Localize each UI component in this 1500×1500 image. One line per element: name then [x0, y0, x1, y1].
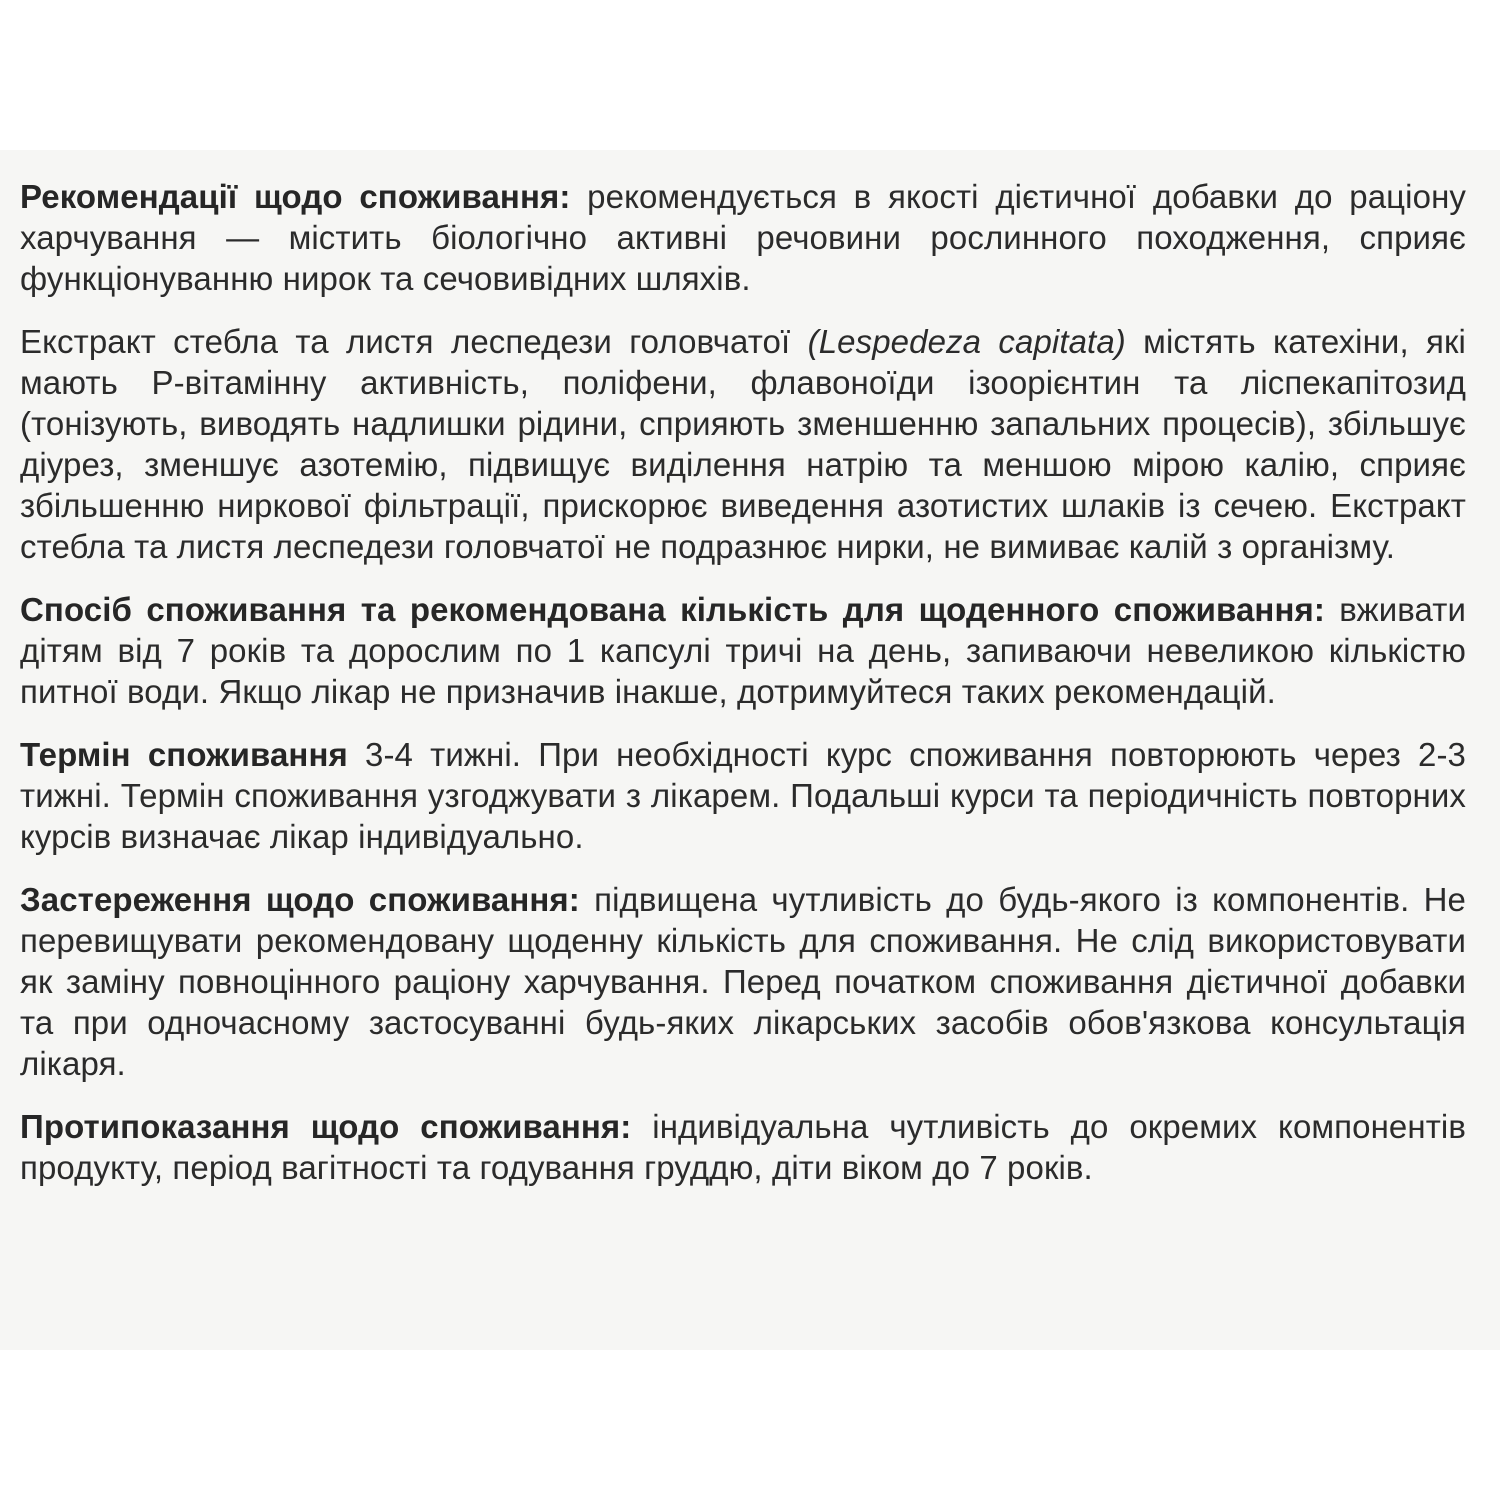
- label-text: [20, 176, 1466, 1210]
- recommendations-heading: Рекомендації щодо споживання:: [20, 178, 571, 215]
- contraindications-text: індивідуальна чутливість до окремих компонентів продукту, період вагітності та годування груддю, діти віком до 7 років.: [20, 1108, 1466, 1186]
- contraindications-paragraph: [20, 1106, 1466, 1188]
- extract-text-after: містять катехіни, які мають Р-вітамінну активність, поліфени, флавоноїди ізоорієнтин та ліспекапітозид (тонізують, виводять надлишки рідини, сприяють зменшенню запальних процесів), збільшує діурез, зменшує азотемію, підвищує виділення натрію та меншою мірою калію, сприяє збільшенню ниркової фільтрації, прискорює виведення азотистих шлаків із сечею. Екстракт стебла та листя леспедези головчатої не подразнює нирки, не вимиває калій з організму.: [20, 323, 1466, 565]
- contraindications-heading: Протипоказання щодо споживання:: [20, 1108, 632, 1145]
- usage-heading: Спосіб споживання та рекомендована кількість для щоденного споживання:: [20, 591, 1325, 628]
- term-paragraph: [20, 734, 1466, 857]
- warnings-paragraph: [20, 879, 1466, 1084]
- recommendations-text: рекомендується в якості дієтичної добавки до раціону харчування — містить біологічно активні речовини рослинного походження, сприяє функціонуванню нирок та сечовивідних шляхів.: [20, 178, 1466, 297]
- extract-latin-name: (Lespedeza capitata): [807, 323, 1126, 360]
- term-text: 3-4 тижні. При необхідності курс споживання повторюють через 2-3 тижні. Термін споживання узгоджувати з лікарем. Подальші курси та періодичність повторних курсів визначає лікар індивідуально.: [20, 736, 1466, 855]
- warnings-text: підвищена чутливість до будь-якого із компонентів. Не перевищувати рекомендовану щоденну кількість для споживання. Не слід використовувати як заміну повноцінного раціону харчування. Перед початком споживання дієтичної добавки та при одночасному застосуванні будь-яких лікарських засобів обов'язкова консультація лікаря.: [20, 881, 1466, 1082]
- recommendations-paragraph: [20, 176, 1466, 299]
- usage-text: вживати дітям від 7 років та дорослим по 1 капсулі тричі на день, запиваючи невеликою кількістю питної води. Якщо лікар не призначив інакше, дотримуйтеся таких рекомендацій.: [20, 591, 1466, 710]
- usage-paragraph: [20, 589, 1466, 712]
- extract-paragraph: [20, 321, 1466, 567]
- warnings-heading: Застереження щодо споживання:: [20, 881, 580, 918]
- extract-text-before: Екстракт стебла та листя леспедези головчатої: [20, 323, 808, 360]
- term-heading: Термін споживання: [20, 736, 348, 773]
